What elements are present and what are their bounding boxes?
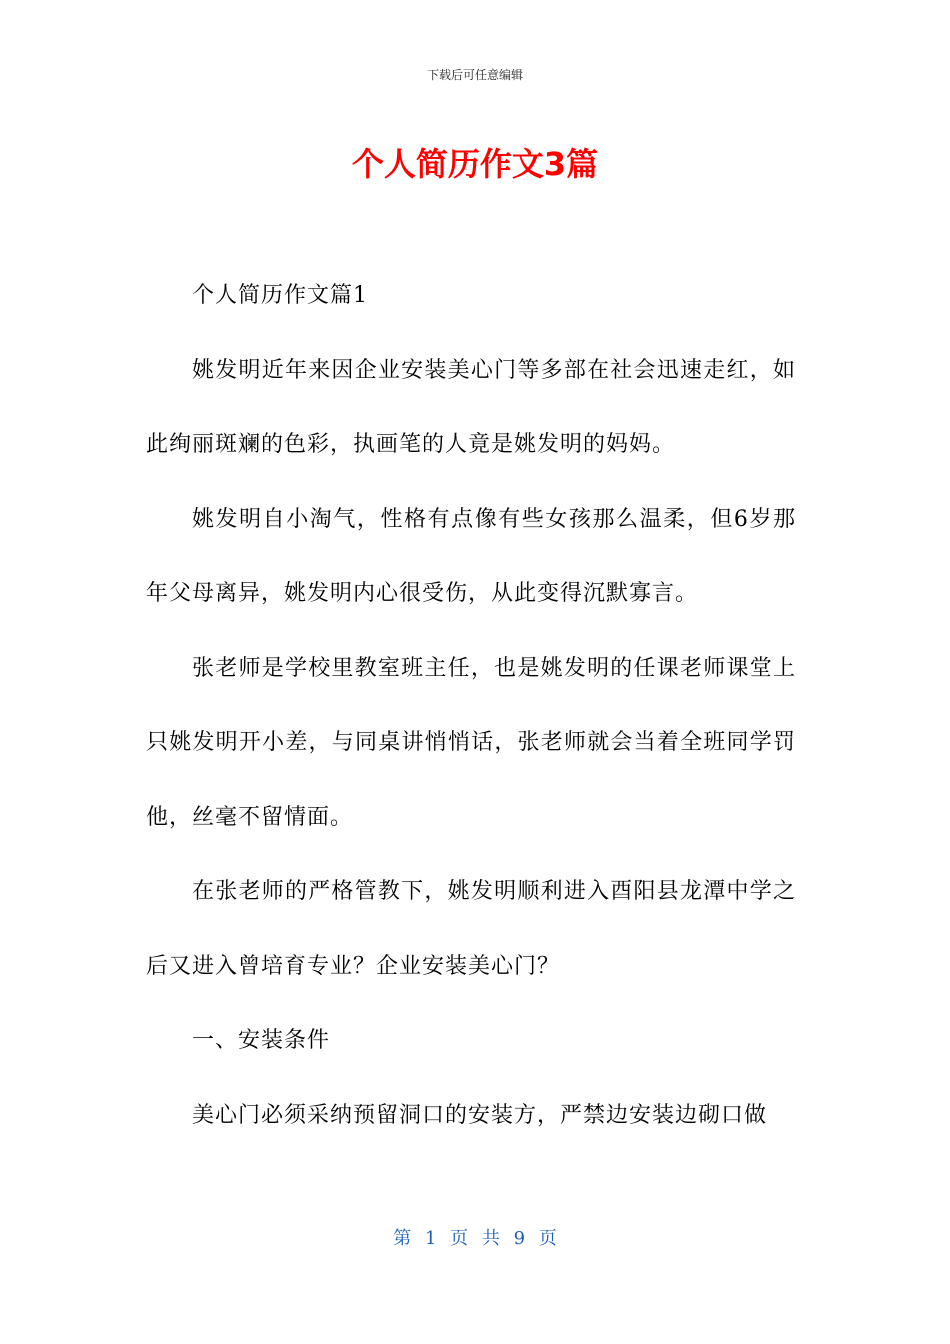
- document-title: 个人简历作文3篇: [351, 145, 599, 183]
- document-body: [146, 259, 796, 1153]
- page-header-note: 下载后可任意编辑: [426, 68, 523, 82]
- body-paragraph: 在张老师的严格管教下，姚发明顺利进入酉阳县龙潭中学之后又进入曾培育专业？企业安装美心门？: [146, 879, 796, 979]
- subsection-heading: 一、安装条件: [192, 1028, 331, 1053]
- page-number-footer: 第 1 页 共 9 页: [393, 1228, 557, 1249]
- body-paragraph: 美心门必须采纳预留洞口的安装方，严禁边安装边砌口做: [192, 1102, 768, 1128]
- body-paragraph: 姚发明近年来因企业安装美心门等多部在社会迅速走红，如此绚丽斑斓的色彩，执画笔的人竟是姚发明的妈妈。: [146, 357, 796, 457]
- body-paragraph: 张老师是学校里教室班主任，也是姚发明的任课老师课堂上只姚发明开小差，与同桌讲悄悄话，张老师就会当着全班同学罚他，丝毫不留情面。: [146, 655, 796, 830]
- section-heading: 个人简历作文篇1: [192, 283, 368, 308]
- body-paragraph: 姚发明自小淘气，性格有点像有些女孩那么温柔，但6岁那年父母离异，姚发明内心很受伤，从此变得沉默寡言。: [146, 506, 796, 606]
